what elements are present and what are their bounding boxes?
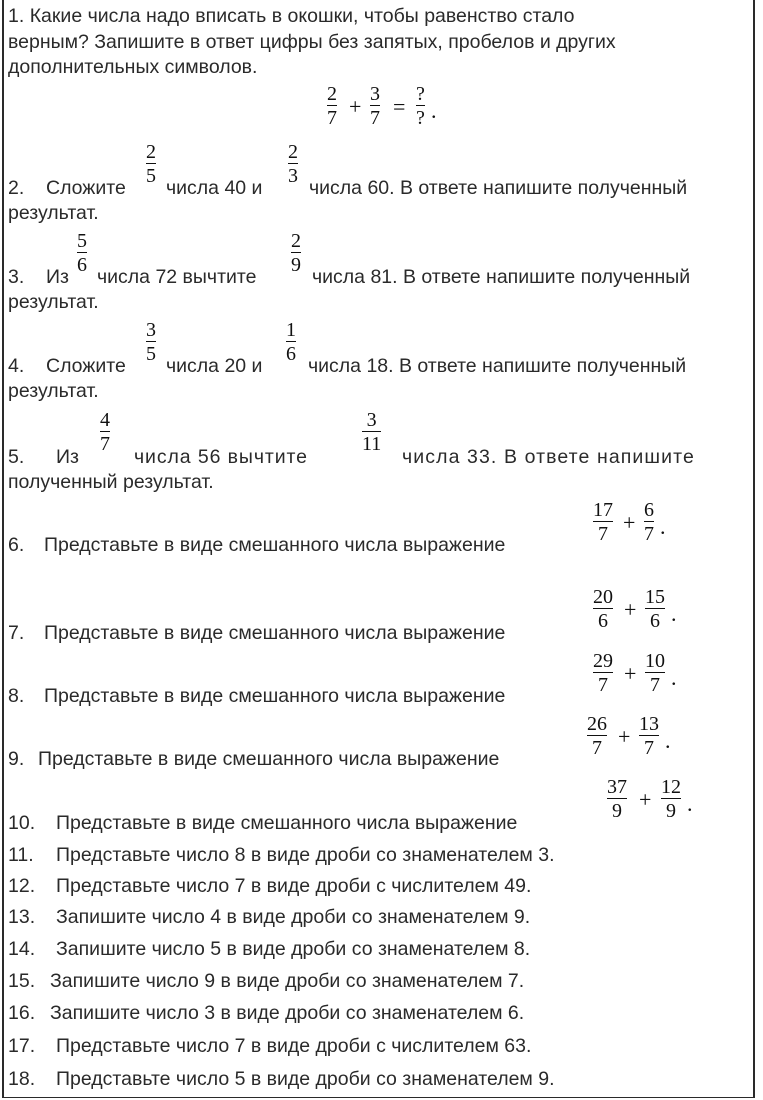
q11-text: Представьте число 8 в виде дроби со знаменателем 3. [56, 844, 555, 866]
q3-fraction-1: 5 6 [77, 230, 87, 276]
q17-text: Представьте число 7 в виде дроби с числителем 63. [56, 1035, 532, 1057]
q17-number: 17. [8, 1035, 36, 1057]
q15-number: 15. [8, 970, 36, 992]
q2-fraction-1: 2 5 [146, 141, 156, 187]
q14-text: Запишите число 5 в виде дроби со знаменателем 8. [56, 938, 531, 960]
q1-dot: . [431, 98, 437, 123]
q3-text-a: Из [46, 266, 69, 288]
q5-number: 5. [8, 446, 25, 468]
q4-text-d: результат. [8, 380, 99, 402]
worksheet-page [2, 0, 755, 1098]
q14-number: 14. [8, 938, 36, 960]
q6-dot: . [660, 514, 666, 539]
q5-text-a: Из [56, 446, 79, 468]
q3-text-d: результат. [8, 291, 99, 313]
q10-number: 10. [8, 812, 36, 834]
q8-number: 8. [8, 685, 25, 707]
q1-fraction-answer: ? ? [416, 83, 425, 129]
q3-fraction-2: 2 9 [291, 230, 301, 276]
q10-dot: . [687, 791, 693, 816]
q10-plus: + [639, 787, 652, 812]
q1-fraction-2: 3 7 [370, 83, 380, 129]
q5-fraction-2: 3 11 [362, 409, 382, 455]
q13-text: Запишите число 4 в виде дроби со знаменателем 9. [56, 906, 531, 928]
q4-text-a: Сложите [46, 355, 126, 377]
q18-text: Представьте число 5 в виде дроби со знаменателем 9. [56, 1068, 555, 1090]
q16-text: Запишите число 3 в виде дроби со знаменателем 6. [50, 1002, 525, 1024]
q8-fraction-1: 29 7 [593, 650, 613, 696]
q6-number: 6. [8, 534, 25, 556]
q5-text-b: числа 56 вычтите [134, 446, 308, 468]
q2-text-c: числа 60. В ответе напишите полученный [309, 177, 688, 199]
q2-text-a: Сложите [46, 177, 126, 199]
q8-fraction-2: 10 7 [645, 650, 665, 696]
q4-fraction-1: 3 5 [146, 319, 156, 365]
q6-fraction-1: 17 7 [593, 499, 613, 545]
q10-fraction-1: 37 9 [607, 776, 627, 822]
q1-plus: + [349, 94, 362, 119]
q8-dot: . [671, 665, 677, 690]
q3-text-c: числа 81. В ответе напишите полученный [312, 266, 691, 288]
q3-text-b: числа 72 вычтите [97, 266, 257, 288]
q9-dot: . [665, 728, 671, 753]
q9-fraction-2: 13 7 [639, 713, 659, 759]
q2-number: 2. [8, 177, 25, 199]
q4-number: 4. [8, 355, 25, 377]
q1-fraction-1: 2 7 [327, 83, 337, 129]
q10-fraction-2: 12 9 [661, 776, 681, 822]
q6-plus: + [623, 510, 636, 535]
q7-dot: . [671, 601, 677, 626]
q9-plus: + [618, 724, 631, 749]
q1-equals: = [393, 94, 406, 119]
q9-text: Представьте в виде смешанного числа выражение [38, 748, 500, 770]
q5-text-c: числа 33. В ответе напишите [402, 446, 695, 468]
q7-plus: + [624, 597, 637, 622]
q5-fraction-1: 4 7 [100, 409, 110, 455]
q2-fraction-2: 2 3 [288, 141, 298, 187]
q7-number: 7. [8, 622, 25, 644]
q1-line-1: 1. Какие числа надо вписать в окошки, чтобы равенство стало [8, 5, 575, 27]
q9-number: 9. [8, 748, 25, 770]
q8-plus: + [624, 661, 637, 686]
q2-text-b: числа 40 и [166, 177, 263, 199]
q12-number: 12. [8, 875, 36, 897]
q8-text: Представьте в виде смешанного числа выражение [44, 685, 506, 707]
q10-text: Представьте в виде смешанного числа выражение [56, 812, 518, 834]
q6-text: Представьте в виде смешанного числа выражение [44, 534, 506, 556]
q6-fraction-2: 6 7 [644, 499, 654, 545]
q13-number: 13. [8, 906, 36, 928]
q9-fraction-1: 26 7 [587, 713, 607, 759]
q16-number: 16. [8, 1002, 36, 1024]
q2-text-d: результат. [8, 202, 99, 224]
q4-text-b: числа 20 и [166, 355, 263, 377]
q15-text: Запишите число 9 в виде дроби со знаменателем 7. [50, 970, 525, 992]
q7-fraction-1: 20 6 [593, 586, 613, 632]
q5-text-d: полученный результат. [8, 471, 214, 493]
q4-fraction-2: 1 6 [286, 319, 296, 365]
q18-number: 18. [8, 1068, 36, 1090]
q1-line-3: дополнительных символов. [8, 56, 258, 78]
q1-line-2: верным? Запишите в ответ цифры без запятых, пробелов и других [8, 31, 616, 53]
q4-text-c: числа 18. В ответе напишите полученный [308, 355, 687, 377]
q3-number: 3. [8, 266, 25, 288]
q7-fraction-2: 15 6 [645, 586, 665, 632]
q12-text: Представьте число 7 в виде дроби с числителем 49. [56, 875, 532, 897]
q11-number: 11. [8, 844, 34, 866]
q7-text: Представьте в виде смешанного числа выражение [44, 622, 506, 644]
